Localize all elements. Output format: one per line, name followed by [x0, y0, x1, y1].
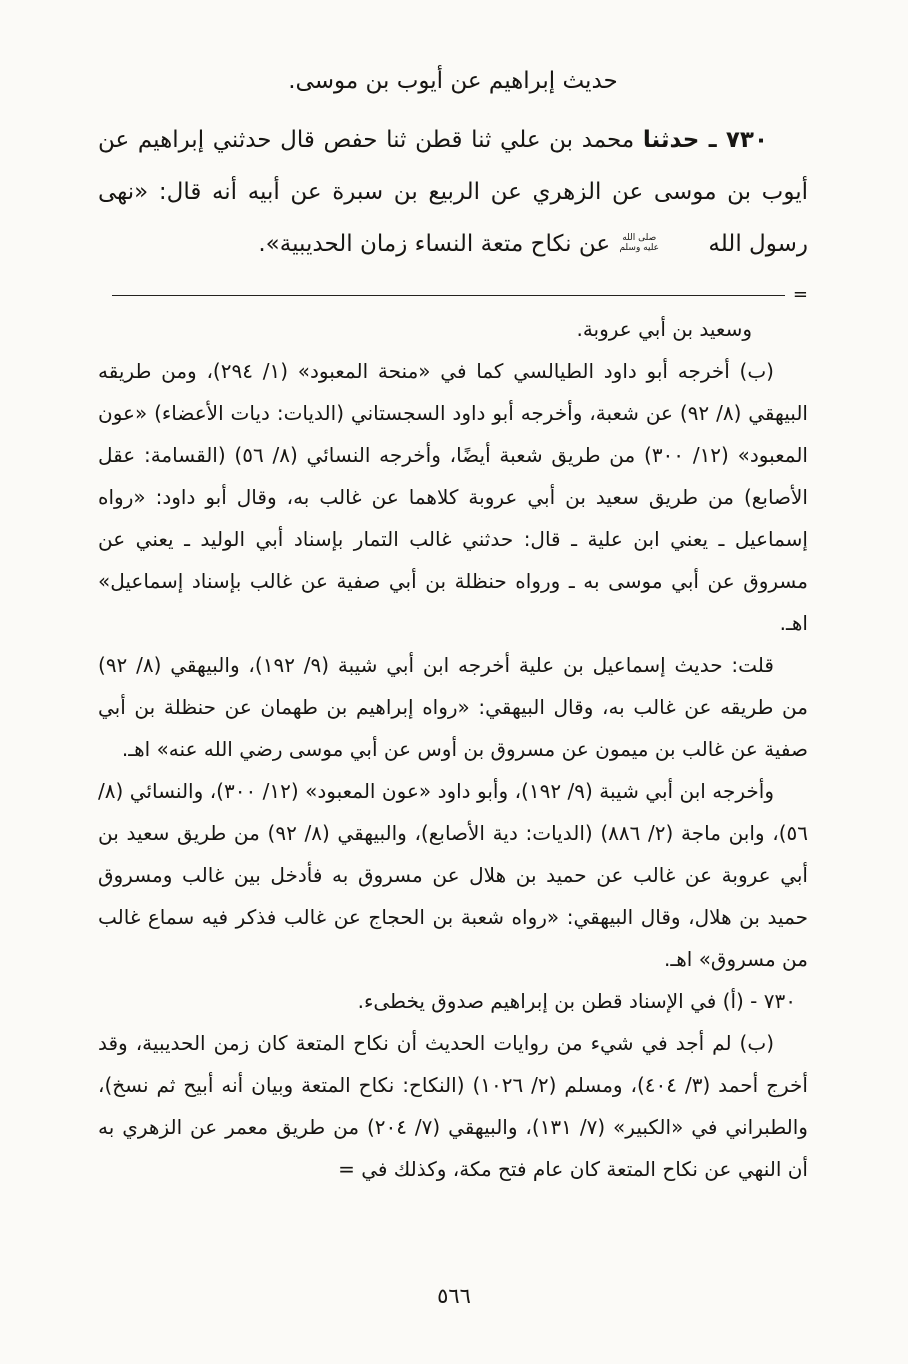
saw-line-1: صلى الله: [622, 232, 657, 243]
footnotes-section: [98, 308, 808, 1190]
continuation-mark: =: [792, 284, 808, 305]
sallallahu-alayhi-wasallam-symbol: [617, 233, 701, 253]
hadith-text-after: عن نكاح متعة النساء زمان الحديبية».: [258, 231, 611, 257]
footnote-paragraph: وسعيد بن أبي عروبة.: [576, 317, 752, 341]
hadith-text-before: محمد بن علي ثنا قطن ثنا حفص قال حدثني إبراهيم عن أيوب بن موسى عن الزهري عن الربيع بن سبرة عن أبيه أنه قال: «نهى رسول الله: [98, 127, 808, 257]
footnote-paragraph: ٧٣٠ - (أ) في الإسناد قطن بن إبراهيم صدوق يخطىء.: [357, 989, 796, 1013]
footnote-paragraph: وأخرجه ابن أبي شيبة (٩/ ١٩٢)، وأبو داود «عون المعبود» (١٢/ ٣٠٠)، والنسائي (٨/ ٥٦)، وابن ماجة (٢/ ٨٨٦) (الديات: دية الأصابع)، والبيهقي (٨/ ٩٢) من طريق سعيد بن أبي عروبة عن غالب عن حميد بن هلال عن مسروق به فأدخل بين غالب ومسروق حميد بن هلال، وقال البيهقي: «رواه شعبة بن الحجاج عن غالب فذكر فيه سماع غالب من مسروق» اهـ.: [98, 779, 808, 971]
footnote-paragraph: (ب) أخرجه أبو داود الطيالسي كما في «منحة المعبود» (١/ ٢٩٤)، ومن طريقه البيهقي (٨/ ٩٢) عن شعبة، وأخرجه أبو داود السجستاني (الديات: ديات الأعضاء) «عون المعبود» (١٢/ ٣٠٠) من طريق شعبة أيضًا، وأخرجه النسائي (٨/ ٥٦) (القسامة: عقل الأصابع) من طريق سعيد بن أبي عروبة كلاهما عن غالب به، وقال أبو داود: «رواه إسماعيل ـ يعني ابن علية ـ قال: حدثني غالب التمار بإسناد أبي الوليد ـ يعني عن مسروق عن أبي موسى به ـ ورواه حنظلة بن أبي صفية عن غالب بإسناد إسماعيل» اهـ.: [98, 359, 808, 635]
page-content: [98, 64, 808, 1254]
saw-line-2: عليه وسلم: [619, 242, 660, 253]
footnote-separator-row: [98, 286, 808, 304]
chapter-heading: حديث إبراهيم عن أيوب بن موسى.: [288, 68, 618, 94]
hadith-paragraph: [98, 114, 808, 270]
page-number: ٥٦٦: [437, 1284, 471, 1308]
footnote-paragraph: قلت: حديث إسماعيل بن علية أخرجه ابن أبي شيبة (٩/ ١٩٢)، والبيهقي (٨/ ٩٢) من طريقه عن غالب به، وقال البيهقي: «رواه إبراهيم بن طهمان عن حنظلة بن أبي صفية عن غالب بن ميمون عن مسروق بن أوس عن أبي موسى رضي الله عنه» اهـ.: [98, 653, 808, 761]
footnote-paragraph: (ب) لم أجد في شيء من روايات الحديث أن نكاح المتعة كان زمن الحديبية، وقد أخرج أحمد (٣/ ٤٠٤)، ومسلم (٢/ ١٠٢٦) (النكاح: نكاح المتعة وبيان أنه أبيح ثم نسخ)، والطبراني في «الكبير» (٧/ ١٣١)، والبيهقي (٧/ ٢٠٤) من طريق معمر عن الزهري به أن النهي عن نكاح المتعة كان عام فتح مكة، وكذلك في =: [98, 1031, 808, 1181]
footnote-rule: [112, 295, 785, 296]
hadith-number: ٧٣٠ ـ حدثنا: [642, 127, 768, 153]
